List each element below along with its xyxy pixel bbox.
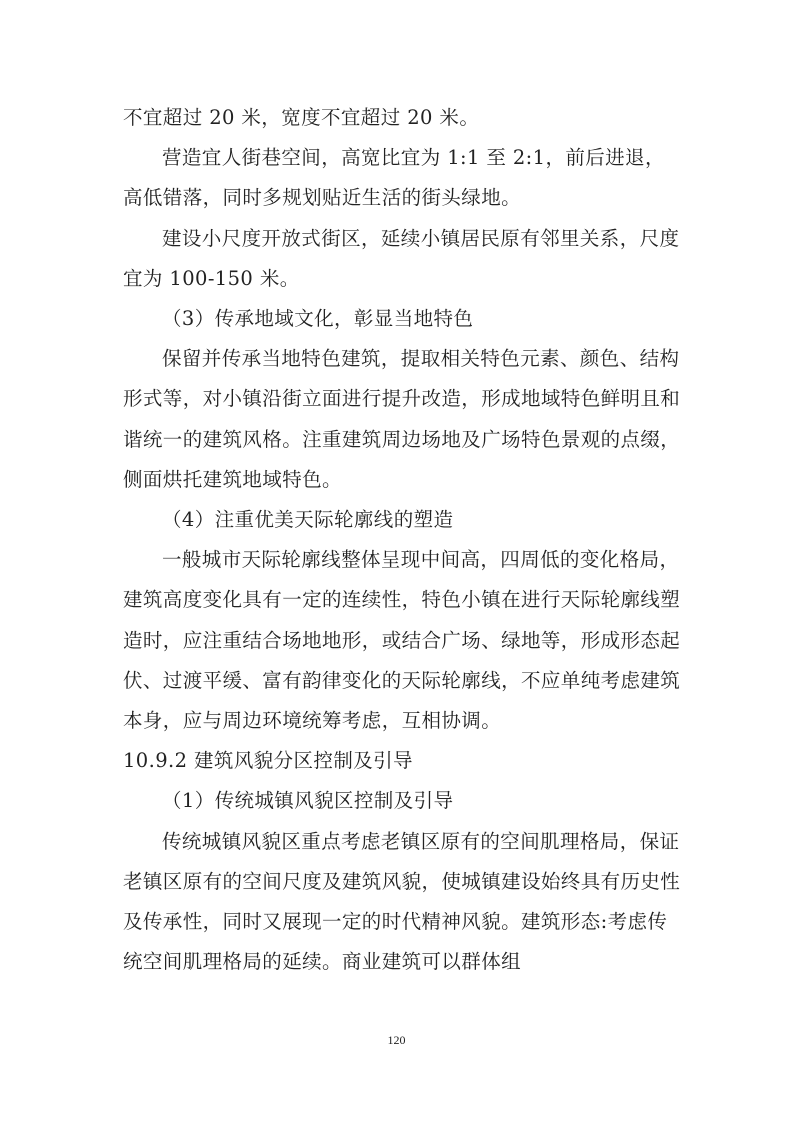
paragraph: 传统城镇风貌区重点考虑老镇区原有的空间肌理格局，保证老镇区原有的空间尺度及建筑风貌，使城镇建设始终具有历史性及传承性，同时又展现一定的时代精神风貌。建筑形态:考虑传统空间肌理格局的延续。商业建筑可以群体组 bbox=[123, 829, 681, 974]
subheading: （3）传承地域文化，彰显当地特色 bbox=[162, 307, 474, 331]
subheading: （1）传统城镇风貌区控制及引导 bbox=[162, 789, 454, 813]
body-text bbox=[123, 98, 683, 982]
paragraph: 营造宜人街巷空间，高宽比宜为 1:1 至 2:1，前后进退，高低错落，同时多规划贴近生活的街头绿地。 bbox=[123, 146, 665, 210]
paragraph: 一般城市天际轮廓线整体呈现中间高，四周低的变化格局，建筑高度变化具有一定的连续性，特色小镇在进行天际轮廓线塑造时，应注重结合场地地形，或结合广场、绿地等，形成形态起伏、过渡平缓、富有韵律变化的天际轮廓线，不应单纯考虑建筑本身，应与周边环境统筹考虑，互相协调。 bbox=[123, 548, 681, 733]
paragraph: 保留并传承当地特色建筑，提取相关特色元素、颜色、结构形式等，对小镇沿街立面进行提升改造，形成地域特色鲜明且和谐统一的建筑风格。注重建筑周边场地及广场特色景观的点缀，侧面烘托建筑地域特色。 bbox=[123, 347, 681, 491]
section-heading: 10.9.2 建筑风貌分区控制及引导 bbox=[123, 749, 413, 773]
subheading: （4）注重优美天际轮廓线的塑造 bbox=[162, 508, 454, 532]
paragraph-continuation: 不宜超过 20 米，宽度不宜超过 20 米。 bbox=[123, 106, 480, 129]
paragraph: 建设小尺度开放式街区，延续小镇居民原有邻里关系，尺度宜为 100-150 米。 bbox=[123, 226, 680, 290]
page-number: 120 bbox=[387, 1033, 406, 1047]
